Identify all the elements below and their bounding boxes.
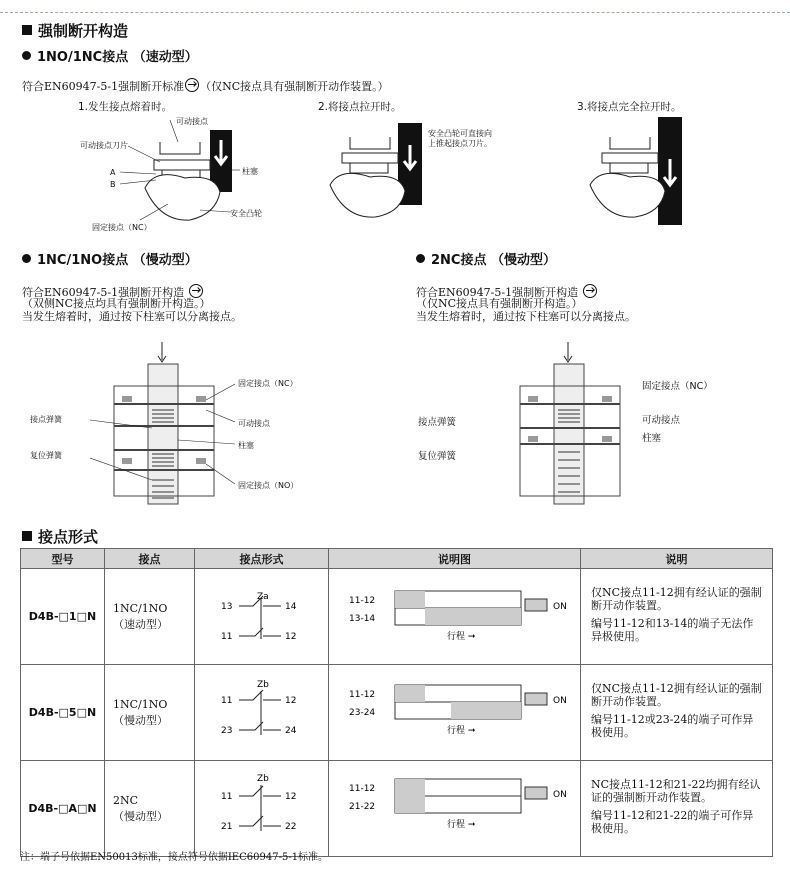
table-row xyxy=(21,665,773,761)
footnote: 注：端子号依据EN50013标准，接点符号依据IEC60947-5-1标准。 xyxy=(20,852,329,863)
timing-diagram-cell xyxy=(329,761,581,857)
label-b: B xyxy=(110,180,116,189)
forced-break-standard-text: 符合EN60947-5-1强制断开标准 （仅NC接点具有强制断开动作装置。） xyxy=(22,80,389,93)
contact-symbol-cell xyxy=(195,569,329,665)
table-row xyxy=(21,761,773,857)
svg-text:Zb: Zb xyxy=(257,680,269,690)
contact-form-table xyxy=(20,548,773,857)
timing-diagram xyxy=(329,761,579,853)
contact-symbol-diagram xyxy=(195,761,327,853)
svg-text:ON: ON xyxy=(553,602,567,612)
forced-break-symbol-icon xyxy=(583,284,597,298)
label-fixed-contact-nc: 固定接点（NC） xyxy=(92,223,152,232)
model-cell: D4B-□1□N xyxy=(21,569,105,665)
section-title-forced-break: 强制断开构造 xyxy=(22,20,128,41)
svg-text:24: 24 xyxy=(285,726,297,736)
sub2-label-return-spring: 复位弹簧 xyxy=(30,451,62,460)
header-model: 型号 xyxy=(21,549,105,569)
svg-text:13-14: 13-14 xyxy=(349,614,376,624)
svg-text:ON: ON xyxy=(553,696,567,706)
description-cell: NC接点11-12和21-22均拥有经认证的强制断开动作装置。 编号11-12和21-22的端子可作异极使用。 xyxy=(581,761,773,857)
sub3-label-spring: 接点弹簧 xyxy=(418,417,457,428)
svg-text:11-12: 11-12 xyxy=(349,690,376,700)
svg-text:14: 14 xyxy=(285,602,297,612)
header-contact-form: 接点形式 xyxy=(195,549,329,569)
forced-break-symbol-icon xyxy=(189,284,203,298)
timing-diagram-cell xyxy=(329,569,581,665)
svg-text:21-22: 21-22 xyxy=(349,802,376,812)
label-safety-cam: 安全凸轮 xyxy=(230,209,262,218)
svg-text:13: 13 xyxy=(221,602,233,612)
svg-text:Za: Za xyxy=(257,592,269,602)
contact-symbol-diagram xyxy=(195,569,327,661)
label-cam-push-1: 安全凸轮可直接向 xyxy=(428,129,492,138)
sub3-text-3: 当发生熔着时，通过按下柱塞可以分离接点。 xyxy=(416,310,636,323)
label-cam-push-2: 上推起接点刀片。 xyxy=(428,139,492,148)
label-contact-blade: 可动接点刀片 xyxy=(80,141,128,150)
sub3-diagram xyxy=(500,340,640,510)
contact-cell: 1NC/1NO （慢动型） xyxy=(105,665,195,761)
model-cell: D4B-□5□N xyxy=(21,665,105,761)
sub2-diagram xyxy=(90,340,235,510)
contact-symbol-cell xyxy=(195,761,329,857)
svg-text:23-24: 23-24 xyxy=(349,708,376,718)
top-divider xyxy=(0,12,790,13)
table-row xyxy=(21,569,773,665)
svg-text:Zb: Zb xyxy=(257,774,269,784)
sub2-label-movable: 可动接点 xyxy=(238,419,270,428)
svg-text:12: 12 xyxy=(285,792,297,802)
header-contact: 接点 xyxy=(105,549,195,569)
sub3-label-movable: 可动接点 xyxy=(642,415,681,426)
sub3-label-fixed-nc: 固定接点（NC） xyxy=(642,381,713,392)
svg-text:11: 11 xyxy=(221,696,233,706)
subsection-title-1nc1no-slow: 1NC/1NO接点 （慢动型） xyxy=(22,249,198,268)
sub2-text-1: 符合EN60947-5-1强制断开构造 xyxy=(22,284,204,299)
svg-text:21: 21 xyxy=(221,822,233,832)
label-a: A xyxy=(110,168,116,177)
svg-text:ON: ON xyxy=(553,790,567,800)
sub2-text-2: （双侧NC接点均具有强制断开构造。） xyxy=(22,297,211,310)
sub3-label-return-spring: 复位弹簧 xyxy=(418,451,457,462)
sub3-label-plunger: 柱塞 xyxy=(642,433,662,444)
svg-text:12: 12 xyxy=(285,696,297,706)
svg-text:23: 23 xyxy=(221,726,233,736)
sub2-text-3: 当发生熔着时，通过按下柱塞可以分离接点。 xyxy=(22,310,242,323)
timing-diagram-cell xyxy=(329,665,581,761)
svg-text:11: 11 xyxy=(221,792,233,802)
svg-text:行程 ➞: 行程 ➞ xyxy=(447,632,476,642)
svg-text:12: 12 xyxy=(285,632,297,642)
svg-text:行程 ➞: 行程 ➞ xyxy=(447,726,476,736)
timing-diagram xyxy=(329,665,579,757)
label-movable-contact: 可动接点 xyxy=(176,117,208,126)
step-2-caption: 2.将接点拉开时。 xyxy=(318,101,402,113)
sub2-label-spring: 接点弹簧 xyxy=(30,415,62,424)
sub2-label-fixed-nc: 固定接点（NC） xyxy=(238,379,298,388)
label-plunger: 柱塞 xyxy=(242,167,258,176)
step-1-caption: 1.发生接点熔着时。 xyxy=(78,101,173,113)
svg-text:11: 11 xyxy=(221,632,233,642)
model-cell: D4B-□A□N xyxy=(21,761,105,857)
step-3-caption: 3.将接点完全拉开时。 xyxy=(577,101,682,113)
sub2-label-plunger: 柱塞 xyxy=(238,441,254,450)
sub3-text-2: （仅NC接点具有强制断开构造。） xyxy=(416,297,583,310)
svg-text:22: 22 xyxy=(285,822,297,832)
description-cell: 仅NC接点11-12拥有经认证的强制断开动作装置。 编号11-12或23-24的端子可作异极使用。 xyxy=(581,665,773,761)
sub2-label-fixed-no: 固定接点（NO） xyxy=(238,481,299,490)
header-diagram: 说明图 xyxy=(329,549,581,569)
subsection-title-1no1nc-snap: 1NO/1NC接点 （速动型） xyxy=(22,46,198,65)
svg-text:行程 ➞: 行程 ➞ xyxy=(447,820,476,830)
header-description: 说明 xyxy=(581,549,773,569)
contact-symbol-cell xyxy=(195,665,329,761)
forced-break-symbol-icon xyxy=(185,78,199,92)
step-3-diagram xyxy=(580,115,690,230)
sub3-text-1: 符合EN60947-5-1强制断开构造 xyxy=(416,284,598,299)
timing-diagram xyxy=(329,569,579,661)
description-cell: 仅NC接点11-12拥有经认证的强制断开动作装置。 编号11-12和13-14的端子无法作异极使用。 xyxy=(581,569,773,665)
section-title-contact-form: 接点形式 xyxy=(22,526,98,547)
subsection-title-2nc-slow: 2NC接点 （慢动型） xyxy=(416,249,556,268)
svg-text:11-12: 11-12 xyxy=(349,596,376,606)
contact-symbol-diagram xyxy=(195,665,327,757)
contact-cell: 1NC/1NO （速动型） xyxy=(105,569,195,665)
svg-text:11-12: 11-12 xyxy=(349,784,376,794)
contact-cell: 2NC （慢动型） xyxy=(105,761,195,857)
